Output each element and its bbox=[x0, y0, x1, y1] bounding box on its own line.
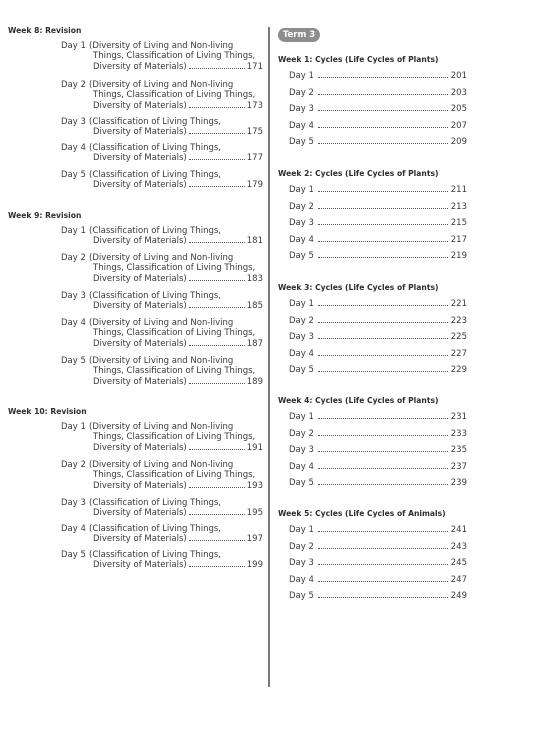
dot-leader bbox=[318, 370, 448, 372]
day-label: Day 1 bbox=[289, 525, 314, 535]
description-last-line bbox=[89, 534, 263, 544]
day-label: Day 1 bbox=[61, 226, 86, 236]
dot-leader bbox=[318, 93, 448, 95]
description-line: Diversity of Materials) bbox=[93, 534, 187, 545]
day-label: Day 3 bbox=[61, 291, 86, 301]
dot-leader bbox=[318, 240, 448, 242]
description-line: Diversity of Materials) bbox=[93, 127, 187, 138]
dot-leader bbox=[189, 67, 245, 69]
toc-entry[interactable] bbox=[289, 525, 467, 535]
description-last-line bbox=[89, 339, 263, 349]
page-number: 221 bbox=[450, 299, 467, 309]
day-label: Day 5 bbox=[289, 591, 314, 601]
day-label: Day 2 bbox=[61, 460, 86, 470]
dot-leader bbox=[318, 467, 448, 469]
description-line: (Classification of Living Things, bbox=[89, 550, 221, 560]
description-last-line bbox=[89, 62, 263, 72]
description-last-line bbox=[89, 127, 263, 137]
toc-entry[interactable] bbox=[289, 121, 467, 131]
page-number: 211 bbox=[450, 185, 467, 195]
dot-leader bbox=[189, 132, 245, 134]
description-line: Diversity of Materials) bbox=[93, 301, 187, 312]
page-number: 171 bbox=[246, 61, 263, 72]
page-number: 189 bbox=[246, 376, 263, 387]
day-label: Day 1 bbox=[61, 41, 86, 51]
toc-entry[interactable] bbox=[289, 349, 467, 359]
entry-description bbox=[89, 550, 269, 571]
toc-entry[interactable] bbox=[289, 235, 467, 245]
description-last-line bbox=[89, 274, 263, 284]
description-line: Diversity of Materials) bbox=[93, 508, 187, 519]
week-heading: Week 5: Cycles (Life Cycles of Animals) bbox=[278, 509, 446, 518]
column-divider bbox=[268, 27, 270, 687]
page-number: 247 bbox=[450, 574, 467, 585]
page-number: 191 bbox=[246, 442, 263, 453]
description-line: Diversity of Materials) bbox=[93, 180, 187, 191]
day-label: Day 1 bbox=[289, 71, 314, 81]
day-label: Day 4 bbox=[289, 574, 314, 585]
toc-entry[interactable] bbox=[289, 218, 467, 228]
page-number: 219 bbox=[450, 251, 467, 261]
page-number: 199 bbox=[246, 560, 263, 571]
dot-leader bbox=[189, 565, 245, 567]
page-number: 185 bbox=[246, 301, 263, 312]
toc-entry[interactable] bbox=[289, 591, 467, 601]
day-label: Day 4 bbox=[289, 234, 314, 245]
dot-leader bbox=[189, 448, 245, 450]
week-heading: Week 3: Cycles (Life Cycles of Plants) bbox=[278, 283, 439, 292]
page-number: 213 bbox=[450, 201, 467, 212]
toc-entry[interactable] bbox=[289, 202, 467, 212]
description-last-line bbox=[89, 236, 263, 246]
description-line: Diversity of Materials) bbox=[93, 273, 187, 284]
page-number: 245 bbox=[450, 558, 467, 568]
toc-entry[interactable] bbox=[289, 365, 467, 375]
dot-leader bbox=[318, 109, 448, 111]
dot-leader bbox=[318, 76, 448, 78]
day-label: Day 4 bbox=[61, 318, 86, 328]
entry-description bbox=[89, 41, 269, 72]
description-line: (Diversity of Living and Non-living bbox=[89, 356, 234, 366]
description-line: (Diversity of Living and Non-living bbox=[89, 41, 234, 51]
page-number: 183 bbox=[246, 273, 263, 284]
page-number: 249 bbox=[450, 591, 467, 601]
week-heading: Week 8: Revision bbox=[8, 26, 82, 35]
description-line: (Classification of Living Things, bbox=[89, 226, 221, 236]
day-label: Day 4 bbox=[61, 524, 86, 534]
description-line: (Classification of Living Things, bbox=[89, 291, 221, 301]
day-label: Day 5 bbox=[289, 478, 314, 488]
page-number: 181 bbox=[246, 236, 263, 247]
description-last-line bbox=[89, 443, 263, 453]
day-label: Day 2 bbox=[61, 253, 86, 263]
toc-entry[interactable] bbox=[289, 316, 467, 326]
toc-entry[interactable] bbox=[289, 332, 467, 342]
page-number: 217 bbox=[450, 234, 467, 245]
page-number: 231 bbox=[450, 412, 467, 422]
description-last-line bbox=[89, 377, 263, 387]
day-label: Day 3 bbox=[289, 332, 314, 342]
day-label: Day 5 bbox=[289, 251, 314, 261]
day-label: Day 3 bbox=[61, 498, 86, 508]
description-line: Diversity of Materials) bbox=[93, 100, 187, 111]
day-label: Day 3 bbox=[289, 218, 314, 228]
page-number: 225 bbox=[450, 332, 467, 342]
description-line: (Diversity of Living and Non-living bbox=[89, 318, 234, 328]
dot-leader bbox=[318, 190, 448, 192]
toc-entry[interactable] bbox=[289, 104, 467, 114]
page-number: 227 bbox=[450, 348, 467, 359]
description-line: Things, Classification of Living Things, bbox=[93, 90, 256, 101]
page-number: 209 bbox=[450, 137, 467, 147]
description-line: Things, Classification of Living Things, bbox=[93, 263, 256, 274]
entry-description bbox=[89, 226, 269, 247]
dot-leader bbox=[189, 486, 245, 488]
page-number: 237 bbox=[450, 461, 467, 472]
page-number: 207 bbox=[450, 120, 467, 131]
toc-entry[interactable] bbox=[289, 71, 467, 81]
dot-leader bbox=[189, 382, 245, 384]
dot-leader bbox=[318, 563, 448, 565]
day-label: Day 4 bbox=[61, 143, 86, 153]
toc-entry[interactable] bbox=[289, 558, 467, 568]
term-badge: Term 3 bbox=[278, 28, 320, 42]
entry-description bbox=[89, 460, 269, 491]
description-last-line bbox=[89, 508, 263, 518]
toc-entry[interactable] bbox=[289, 542, 467, 552]
description-line: (Classification of Living Things, bbox=[89, 143, 221, 153]
day-label: Day 4 bbox=[289, 348, 314, 359]
week-heading: Week 9: Revision bbox=[8, 211, 82, 220]
dot-leader bbox=[189, 241, 245, 243]
day-label: Day 2 bbox=[289, 315, 314, 326]
description-line: Things, Classification of Living Things, bbox=[93, 432, 256, 443]
dot-leader bbox=[318, 417, 448, 419]
dot-leader bbox=[318, 256, 448, 258]
page-number: 173 bbox=[246, 100, 263, 111]
description-line: (Diversity of Living and Non-living bbox=[89, 80, 234, 90]
page-number: 201 bbox=[450, 71, 467, 81]
dot-leader bbox=[189, 158, 245, 160]
dot-leader bbox=[189, 106, 245, 108]
description-line: Things, Classification of Living Things, bbox=[93, 51, 256, 62]
description-line: (Diversity of Living and Non-living bbox=[89, 460, 234, 470]
dot-leader bbox=[318, 321, 448, 323]
page-number: 229 bbox=[450, 365, 467, 375]
day-label: Day 2 bbox=[289, 201, 314, 212]
day-label: Day 2 bbox=[289, 541, 314, 552]
description-line: (Classification of Living Things, bbox=[89, 170, 221, 180]
description-line: (Classification of Living Things, bbox=[89, 498, 221, 508]
dot-leader bbox=[189, 306, 245, 308]
dot-leader bbox=[318, 126, 448, 128]
dot-leader bbox=[318, 223, 448, 225]
entry-description bbox=[89, 80, 269, 111]
description-line: Diversity of Materials) bbox=[93, 560, 187, 571]
description-line: (Classification of Living Things, bbox=[89, 117, 221, 127]
week-heading: Week 10: Revision bbox=[8, 407, 87, 416]
page-number: 175 bbox=[246, 127, 263, 138]
dot-leader bbox=[189, 344, 245, 346]
dot-leader bbox=[318, 434, 448, 436]
description-last-line bbox=[89, 301, 263, 311]
description-last-line bbox=[89, 101, 263, 111]
dot-leader bbox=[318, 530, 448, 532]
entry-description bbox=[89, 498, 269, 519]
day-label: Day 4 bbox=[289, 120, 314, 131]
week-heading: Week 1: Cycles (Life Cycles of Plants) bbox=[278, 55, 439, 64]
page-number: 205 bbox=[450, 104, 467, 114]
toc-entry[interactable] bbox=[289, 251, 467, 261]
entry-description bbox=[89, 253, 269, 284]
description-last-line bbox=[89, 153, 263, 163]
dot-leader bbox=[318, 304, 448, 306]
dot-leader bbox=[189, 279, 245, 281]
description-last-line bbox=[89, 481, 263, 491]
page-number: 239 bbox=[450, 478, 467, 488]
toc-entry[interactable] bbox=[289, 412, 467, 422]
day-label: Day 3 bbox=[289, 104, 314, 114]
description-line: Diversity of Materials) bbox=[93, 480, 187, 491]
day-label: Day 3 bbox=[61, 117, 86, 127]
description-line: Things, Classification of Living Things, bbox=[93, 366, 256, 377]
page-number: 241 bbox=[450, 525, 467, 535]
page-number: 197 bbox=[246, 534, 263, 545]
day-label: Day 3 bbox=[289, 445, 314, 455]
entry-description bbox=[89, 422, 269, 453]
description-line: Diversity of Materials) bbox=[93, 376, 187, 387]
day-label: Day 1 bbox=[289, 412, 314, 422]
day-label: Day 1 bbox=[289, 299, 314, 309]
page-number: 203 bbox=[450, 87, 467, 98]
day-label: Day 1 bbox=[61, 422, 86, 432]
description-line: Things, Classification of Living Things, bbox=[93, 328, 256, 339]
dot-leader bbox=[318, 596, 448, 598]
day-label: Day 2 bbox=[289, 428, 314, 439]
description-line: Things, Classification of Living Things, bbox=[93, 470, 256, 481]
toc-entry[interactable] bbox=[289, 185, 467, 195]
day-label: Day 5 bbox=[61, 356, 86, 366]
entry-description bbox=[89, 318, 269, 349]
page-number: 179 bbox=[246, 180, 263, 191]
description-line: Diversity of Materials) bbox=[93, 61, 187, 72]
description-line: Diversity of Materials) bbox=[93, 442, 187, 453]
page-number: 235 bbox=[450, 445, 467, 455]
page-number: 195 bbox=[246, 508, 263, 519]
day-label: Day 3 bbox=[289, 558, 314, 568]
entry-description bbox=[89, 291, 269, 312]
dot-leader bbox=[189, 513, 245, 515]
page-number: 243 bbox=[450, 541, 467, 552]
description-last-line bbox=[89, 180, 263, 190]
page-number: 187 bbox=[246, 338, 263, 349]
entry-description bbox=[89, 117, 269, 138]
page-number: 223 bbox=[450, 315, 467, 326]
description-line: (Diversity of Living and Non-living bbox=[89, 422, 234, 432]
toc-entry[interactable] bbox=[289, 575, 467, 585]
dot-leader bbox=[189, 539, 245, 541]
entry-description bbox=[89, 524, 269, 545]
entry-description bbox=[89, 170, 269, 191]
day-label: Day 4 bbox=[289, 461, 314, 472]
toc-entry[interactable] bbox=[289, 462, 467, 472]
day-label: Day 2 bbox=[61, 80, 86, 90]
description-line: Diversity of Materials) bbox=[93, 338, 187, 349]
toc-entry[interactable] bbox=[289, 88, 467, 98]
dot-leader bbox=[318, 580, 448, 582]
day-label: Day 5 bbox=[61, 170, 86, 180]
day-label: Day 5 bbox=[61, 550, 86, 560]
dot-leader bbox=[189, 185, 245, 187]
dot-leader bbox=[318, 450, 448, 452]
description-last-line bbox=[89, 560, 263, 570]
page-number: 233 bbox=[450, 428, 467, 439]
dot-leader bbox=[318, 547, 448, 549]
page-number: 193 bbox=[246, 480, 263, 491]
description-line: (Diversity of Living and Non-living bbox=[89, 253, 234, 263]
page-number: 215 bbox=[450, 218, 467, 228]
day-label: Day 5 bbox=[289, 365, 314, 375]
entry-description bbox=[89, 143, 269, 164]
description-line: Diversity of Materials) bbox=[93, 153, 187, 164]
toc-entry[interactable] bbox=[289, 429, 467, 439]
toc-entry[interactable] bbox=[289, 478, 467, 488]
dot-leader bbox=[318, 483, 448, 485]
day-label: Day 2 bbox=[289, 87, 314, 98]
week-heading: Week 2: Cycles (Life Cycles of Plants) bbox=[278, 169, 439, 178]
dot-leader bbox=[318, 142, 448, 144]
dot-leader bbox=[318, 207, 448, 209]
toc-entry[interactable] bbox=[289, 299, 467, 309]
day-label: Day 5 bbox=[289, 137, 314, 147]
dot-leader bbox=[318, 354, 448, 356]
week-heading: Week 4: Cycles (Life Cycles of Plants) bbox=[278, 396, 439, 405]
entry-description bbox=[89, 356, 269, 387]
description-line: Diversity of Materials) bbox=[93, 236, 187, 247]
description-line: (Classification of Living Things, bbox=[89, 524, 221, 534]
toc-entry[interactable] bbox=[289, 137, 467, 147]
day-label: Day 1 bbox=[289, 185, 314, 195]
dot-leader bbox=[318, 337, 448, 339]
toc-entry[interactable] bbox=[289, 445, 467, 455]
page-number: 177 bbox=[246, 153, 263, 164]
